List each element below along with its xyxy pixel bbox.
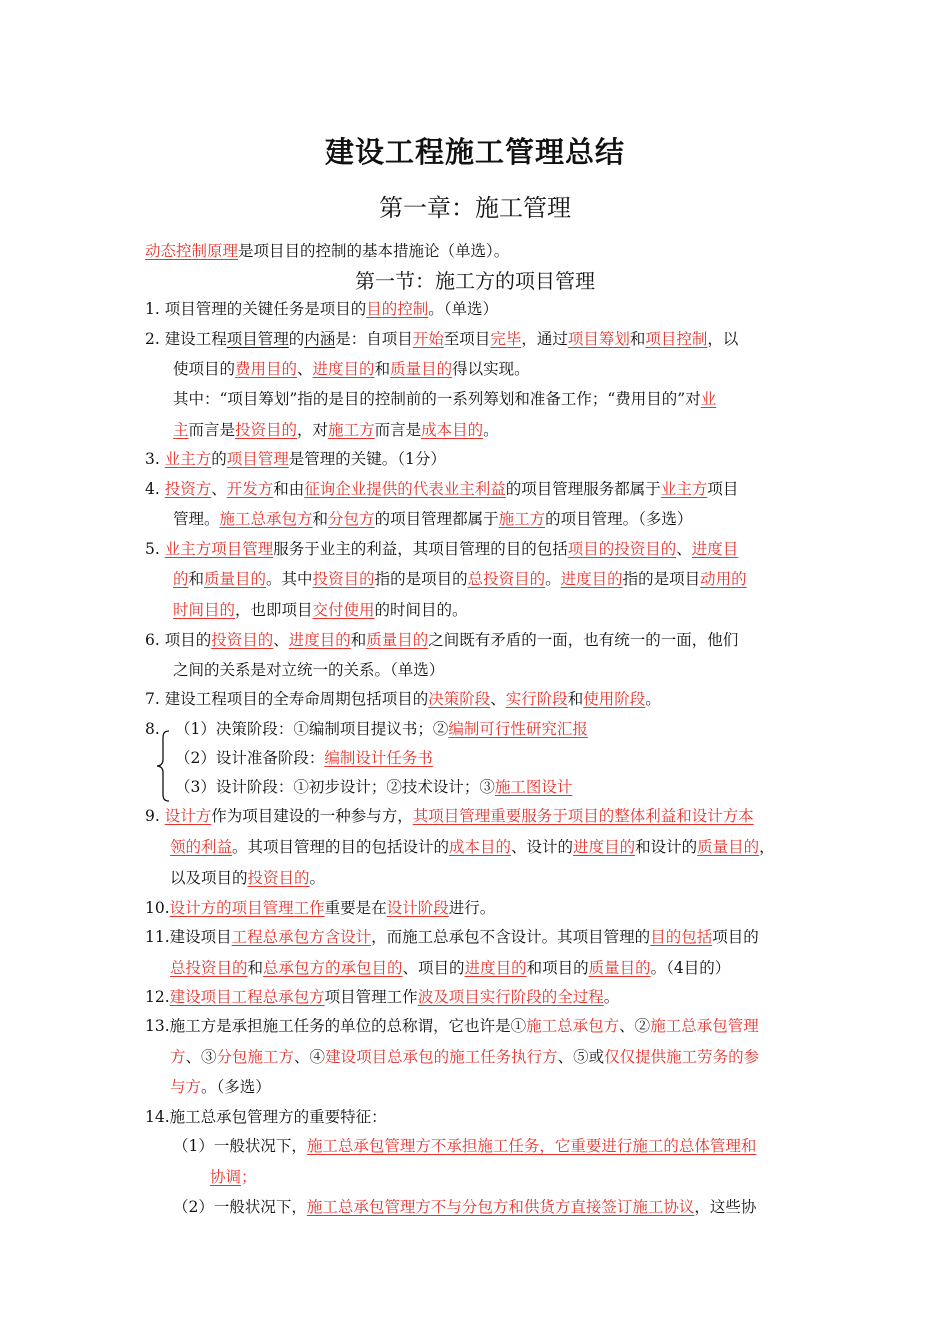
text-run: 1. 项目管理的关键任务是项目的 xyxy=(145,300,367,318)
text-run: 至项目 xyxy=(443,330,491,348)
highlighted-term: 与方 xyxy=(170,1078,202,1096)
highlighted-term: 目的包括 xyxy=(650,928,713,946)
text-run: 和 xyxy=(312,510,329,528)
highlighted-term: 时间目的 xyxy=(173,601,236,619)
highlighted-term: 方 xyxy=(170,1048,186,1066)
text-run: 是管理的关键。（1分） xyxy=(288,450,446,468)
text-run: 项目 xyxy=(707,480,739,498)
text-run: （1）一般状况下， xyxy=(173,1137,307,1155)
text-run: ，通过 xyxy=(521,330,568,348)
text-run: 重要是在 xyxy=(324,899,387,917)
highlighted-term: 业主方 xyxy=(164,450,212,468)
highlighted-term: 建设项目总承包的施工任务执行方 xyxy=(325,1048,558,1066)
text-run: 进行。 xyxy=(448,899,496,917)
highlighted-term: 投资目的 xyxy=(235,421,298,439)
text-line xyxy=(145,479,738,499)
text-run: 项目管理工作 xyxy=(324,988,418,1006)
text-run: （2）设计准备阶段： xyxy=(175,749,325,767)
text-run: 。 xyxy=(483,421,499,439)
highlighted-term: 施工总承包管理 xyxy=(650,1017,759,1035)
text-run: ，也即项目 xyxy=(235,601,313,619)
underlined-term: 项目管理 xyxy=(226,330,289,348)
text-line xyxy=(175,777,572,797)
text-line xyxy=(145,539,738,559)
highlighted-term: 动态控制原理 xyxy=(145,242,239,260)
text-run: 其中：“项目筹划”指的是目的控制前的一系列筹划和准备工作；“费用目的”对 xyxy=(173,390,701,408)
highlighted-term: 业主方 xyxy=(660,480,708,498)
text-run: 。 xyxy=(309,869,326,887)
text-line xyxy=(173,660,444,680)
text-run: 。（4目的） xyxy=(650,959,731,977)
text-line xyxy=(145,329,738,349)
text-run: 。其项目管理的目的包括设计的 xyxy=(232,838,450,856)
text-line xyxy=(145,630,738,650)
highlighted-term: 征询企业提供的代表业主利益 xyxy=(304,480,506,498)
text-line xyxy=(173,1197,756,1217)
highlighted-term: 项目筹划 xyxy=(567,330,630,348)
text-run: 指的是项目 xyxy=(622,570,701,588)
highlighted-term: 质量目的 xyxy=(588,959,651,977)
text-run: 2. 建设工程 xyxy=(145,330,227,348)
text-run: 、② xyxy=(619,1017,651,1035)
text-line xyxy=(145,241,509,261)
text-run: （3）设计阶段：①初步设计；②技术设计；③ xyxy=(175,778,495,796)
text-run: ，以 xyxy=(707,330,739,348)
text-run: 、 xyxy=(211,480,227,498)
text-run: 、③ xyxy=(185,1048,217,1066)
text-run: 的项目管理服务都属于 xyxy=(505,480,661,498)
text-run: 是项目目的控制的基本措施论（单选）。 xyxy=(238,242,510,260)
text-run: 之间的关系是对立统一的关系。（单选） xyxy=(173,661,445,679)
text-run: ，而施工总承包不含设计。其项目管理的 xyxy=(371,928,651,946)
highlighted-term: 投资目的 xyxy=(247,869,310,887)
text-run: 的时间目的。 xyxy=(374,601,468,619)
text-line xyxy=(145,719,160,739)
highlighted-term: 投资目的 xyxy=(312,570,375,588)
text-line xyxy=(170,958,730,978)
highlighted-term: 施工图设计 xyxy=(494,778,573,796)
document-title: 建设工程施工管理总结 xyxy=(324,135,625,169)
highlighted-term: 投资目的 xyxy=(211,631,274,649)
highlighted-term: 费用目的 xyxy=(235,360,298,378)
text-line xyxy=(145,1107,387,1127)
highlighted-term: 施工总承包管理方不与分包方和供货方直接签订施工协议 xyxy=(306,1198,695,1216)
highlighted-term: 施工方 xyxy=(498,510,546,528)
text-line xyxy=(175,748,433,768)
highlighted-term: 决策阶段 xyxy=(428,690,491,708)
highlighted-term: 开始 xyxy=(412,330,444,348)
text-line xyxy=(170,1077,271,1097)
chapter-heading: 第一章：施工管理 xyxy=(379,194,571,222)
text-run: 。 xyxy=(603,988,620,1006)
highlighted-term: 施工总承包方 xyxy=(219,510,313,528)
text-run: 9. xyxy=(145,807,165,825)
highlighted-term: 的 xyxy=(173,570,189,588)
highlighted-term: 设计方 xyxy=(164,807,212,825)
text-run: （1）决策阶段：①编制项目提议书；② xyxy=(175,720,449,738)
text-run: 、设计的 xyxy=(511,838,574,856)
highlighted-term: 投资方 xyxy=(164,480,212,498)
text-run: 和 xyxy=(629,330,646,348)
text-run: 、 xyxy=(676,540,692,558)
text-run: 和 xyxy=(188,570,205,588)
highlighted-term: 分包方 xyxy=(328,510,375,528)
text-run: 管理。 xyxy=(173,510,220,528)
text-run: 是：自项目 xyxy=(335,330,413,348)
text-run: 。（单选） xyxy=(428,300,498,318)
text-run: 13.施工方是承担施工任务的单位的总称谓，它也许是① xyxy=(145,1017,527,1035)
highlighted-term: 质量目的 xyxy=(366,631,429,649)
highlighted-term: 领的利益 xyxy=(170,838,233,856)
highlighted-term: 施工总承包管理方不承担施工任务，它重要进行施工的总体管理和 xyxy=(306,1137,757,1155)
highlighted-term: 总投资目的 xyxy=(170,959,248,977)
highlighted-term: 项目的投资目的 xyxy=(567,540,677,558)
text-line xyxy=(173,509,692,529)
text-run: 使项目的 xyxy=(173,360,236,378)
text-run: 的 xyxy=(211,450,227,468)
text-run: ，这些协 xyxy=(694,1198,757,1216)
text-run: 指的是项目的 xyxy=(374,570,468,588)
highlighted-term: 质量目的 xyxy=(390,360,453,378)
highlighted-term: 质量目的 xyxy=(697,838,760,856)
text-run: 的 xyxy=(288,330,305,348)
text-line xyxy=(210,1167,257,1187)
text-run: 12. xyxy=(145,988,170,1006)
text-run: 和由 xyxy=(273,480,305,498)
highlighted-term: 其项目管理重要服务于项目的整体利益和设计方本 xyxy=(412,807,754,825)
text-run: ，对 xyxy=(297,421,329,439)
text-line xyxy=(170,868,325,888)
text-run: 和 xyxy=(247,959,264,977)
text-run: 和 xyxy=(350,631,367,649)
section-heading: 第一节：施工方的项目管理 xyxy=(355,269,595,293)
text-run: 6. 项目的 xyxy=(145,631,212,649)
text-run: 、 xyxy=(490,690,506,708)
text-run: 服务于业主的利益，其项目管理的目的包括 xyxy=(273,540,568,558)
text-run: 而言是 xyxy=(374,421,422,439)
highlighted-term: 协调 xyxy=(210,1168,242,1186)
text-line xyxy=(145,987,619,1007)
text-line xyxy=(173,420,499,440)
text-line xyxy=(170,1047,759,1067)
text-run: 8. xyxy=(145,720,160,738)
highlighted-term: 施工总承包方 xyxy=(526,1017,620,1035)
highlighted-term: 设计阶段 xyxy=(386,899,449,917)
text-run: 的项目管理。（多选） xyxy=(545,510,693,528)
text-run: 。其中 xyxy=(266,570,313,588)
text-line xyxy=(145,806,754,826)
text-run: 11.建设项目 xyxy=(145,928,232,946)
highlighted-term: 进度目 xyxy=(691,540,739,558)
text-run: 和 xyxy=(567,690,584,708)
text-line xyxy=(145,449,446,469)
highlighted-term: 开发方 xyxy=(226,480,274,498)
highlighted-term: 业主方项目管理 xyxy=(164,540,274,558)
text-run: 5. xyxy=(145,540,165,558)
highlighted-term: 目的控制 xyxy=(366,300,429,318)
text-run: 、⑤或 xyxy=(557,1048,605,1066)
text-run: 项目的 xyxy=(712,928,759,946)
highlighted-term: 进度目的 xyxy=(464,959,527,977)
text-run: 而言是 xyxy=(188,421,236,439)
highlighted-term: 工程总承包方含设计 xyxy=(231,928,372,946)
text-run: 和设计的 xyxy=(635,838,698,856)
text-run: 之间既有矛盾的一面，也有统一的一面，他们 xyxy=(428,631,739,649)
highlighted-term: 项目控制 xyxy=(645,330,708,348)
highlighted-term: 建设项目工程总承包方 xyxy=(169,988,325,1006)
text-run: 。 xyxy=(545,570,561,588)
brace-icon xyxy=(156,730,170,802)
highlighted-term: 总投资目的 xyxy=(467,570,546,588)
text-run: 以及项目的 xyxy=(170,869,248,887)
text-run: 。（多选） xyxy=(201,1078,271,1096)
text-run: 10. xyxy=(145,899,170,917)
text-line xyxy=(173,359,530,379)
highlighted-term: 质量目的 xyxy=(204,570,267,588)
highlighted-term: 使用阶段 xyxy=(583,690,646,708)
highlighted-term: 成本目的 xyxy=(421,421,484,439)
text-run: 4. xyxy=(145,480,165,498)
text-line xyxy=(173,389,716,409)
highlighted-term: 动用的 xyxy=(700,570,747,588)
text-line xyxy=(145,1016,759,1036)
text-run: 得以实现。 xyxy=(452,360,530,378)
text-run: 和 xyxy=(374,360,391,378)
highlighted-term: 进度目的 xyxy=(560,570,623,588)
highlighted-term: 仅仅提供施工劳务的参 xyxy=(604,1048,760,1066)
highlighted-term: 成本目的 xyxy=(449,838,512,856)
text-run: （2）一般状况下， xyxy=(173,1198,307,1216)
text-run: 作为项目建设的一种参与方， xyxy=(211,807,413,825)
text-line xyxy=(175,719,588,739)
highlighted-term: 施工方 xyxy=(328,421,375,439)
highlighted-term: 完毕 xyxy=(490,330,522,348)
highlighted-term: 波及项目实行阶段的全过程 xyxy=(417,988,604,1006)
highlighted-term: 进度目的 xyxy=(312,360,375,378)
highlighted-term: 业 xyxy=(700,390,717,408)
text-run: 、项目的 xyxy=(402,959,465,977)
highlighted-term: ； xyxy=(241,1168,257,1186)
highlighted-term: 总承包方的承包目的 xyxy=(263,959,403,977)
highlighted-term: 设计方的项目管理工作 xyxy=(169,899,325,917)
highlighted-term: 交付使用 xyxy=(312,601,375,619)
text-run: 。 xyxy=(645,690,661,708)
highlighted-term: 进度目的 xyxy=(288,631,351,649)
text-run: 和项目的 xyxy=(526,959,589,977)
text-line xyxy=(173,600,468,620)
text-run: 3. xyxy=(145,450,165,468)
text-line xyxy=(170,837,775,857)
highlighted-term: 进度目的 xyxy=(573,838,636,856)
text-run: 、 xyxy=(297,360,313,378)
text-run: 7. 建设工程项目的全寿命周期包括项目的 xyxy=(145,690,429,708)
text-run: 、 xyxy=(273,631,289,649)
highlighted-term: 编制设计任务书 xyxy=(324,749,433,767)
text-run: ， xyxy=(759,838,775,856)
text-line xyxy=(173,569,747,589)
text-run: 的项目管理都属于 xyxy=(374,510,499,528)
text-line xyxy=(145,689,661,709)
highlighted-term: 实行阶段 xyxy=(505,690,568,708)
highlighted-term: 项目管理 xyxy=(226,450,289,468)
text-line xyxy=(173,1136,756,1156)
highlighted-term: 分包施工方 xyxy=(216,1048,295,1066)
text-line xyxy=(145,927,759,947)
text-run: 、④ xyxy=(294,1048,326,1066)
text-run: 14.施工总承包管理方的重要特征： xyxy=(145,1108,387,1126)
highlighted-term: 编制可行性研究汇报 xyxy=(448,720,588,738)
text-line xyxy=(145,299,498,319)
text-line xyxy=(145,898,495,918)
highlighted-term: 主 xyxy=(173,421,189,439)
underlined-term: 内涵 xyxy=(304,330,336,348)
